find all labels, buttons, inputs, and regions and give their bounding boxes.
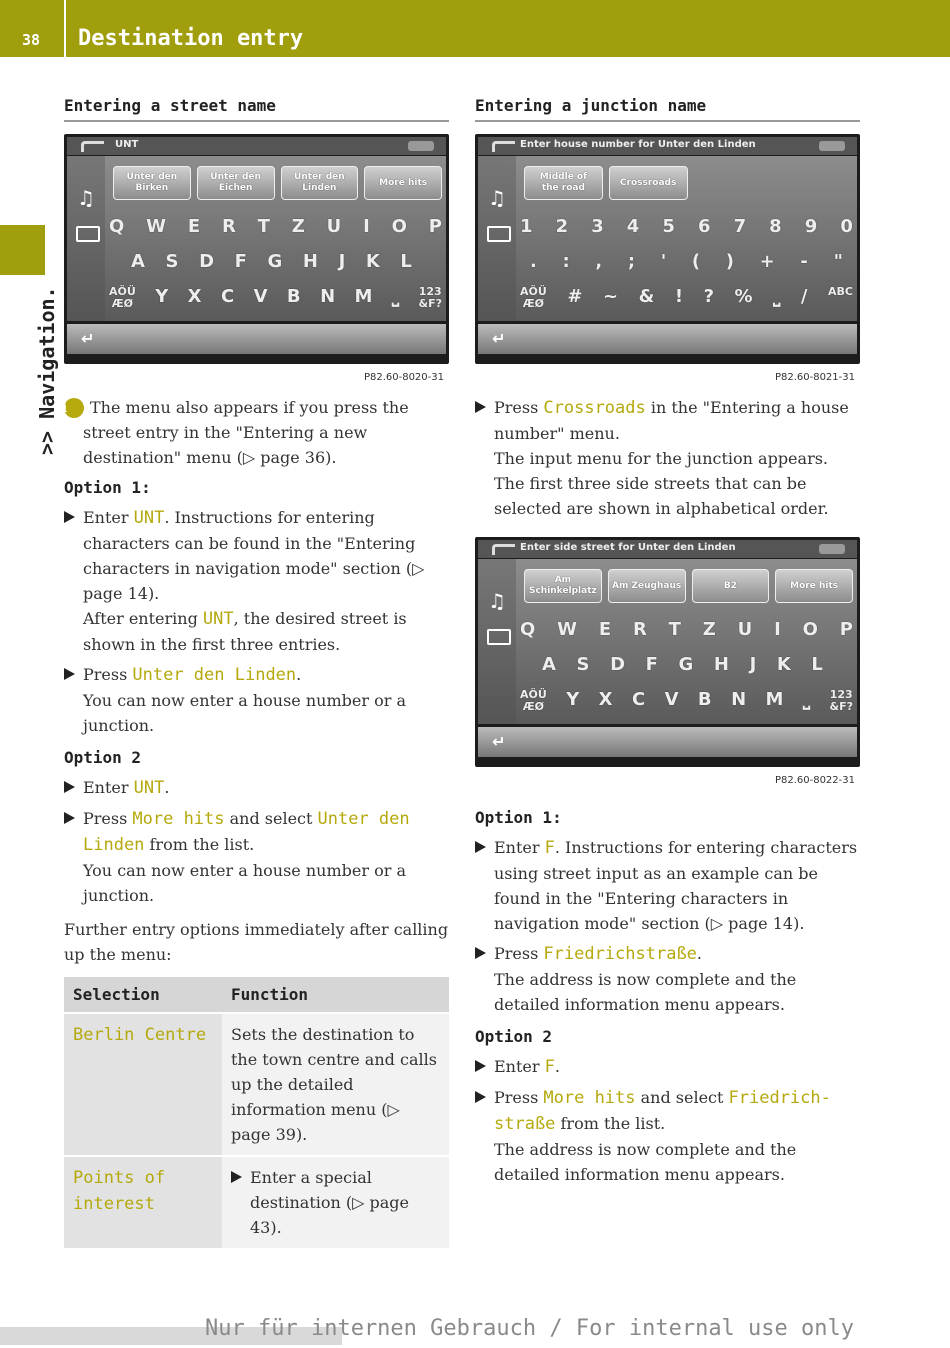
screenshot-side-street — [475, 537, 860, 767]
key: X — [187, 286, 202, 307]
key: W — [557, 619, 577, 640]
step — [64, 505, 449, 657]
key: / — [800, 286, 808, 307]
screen-title-bar — [478, 540, 857, 558]
key: A — [131, 251, 145, 272]
step-text: Enter — [494, 838, 545, 857]
step-text: Enter — [83, 508, 134, 527]
key: P — [839, 619, 853, 640]
key: F — [234, 251, 247, 272]
key-special-chars: AÖÜ ÆØ — [109, 285, 136, 310]
step-text: Enter a special destination (▷ page 43). — [250, 1168, 410, 1237]
key: C — [220, 286, 235, 307]
key-term: F — [544, 838, 555, 858]
status-icon — [819, 544, 845, 554]
key-numbers: 123 &F? — [418, 285, 442, 310]
key: H — [302, 251, 318, 272]
key: A — [542, 654, 556, 675]
table-header-row — [64, 977, 449, 1013]
key: R — [632, 619, 647, 640]
key: 9 — [804, 216, 818, 237]
key: ~ — [602, 286, 619, 307]
key: 8 — [769, 216, 782, 237]
key: H — [713, 654, 729, 675]
key: N — [320, 286, 336, 307]
page-title: Destination entry — [78, 26, 304, 51]
back-icon — [492, 141, 515, 152]
step-arrow-icon — [475, 1060, 486, 1072]
key: S — [165, 251, 179, 272]
step-text: Press — [494, 944, 544, 963]
step-result: The address is now complete and the detailed information menu appears. — [494, 970, 797, 1014]
chip: Am Schinkelplatz — [524, 569, 602, 603]
key-row-3 — [520, 689, 853, 713]
option2-title: Option 2 — [64, 748, 142, 767]
table-cell-selection — [64, 1156, 222, 1249]
key: # — [567, 286, 583, 307]
key: Z — [702, 619, 716, 640]
info-icon: i — [64, 398, 84, 418]
step-arrow-icon — [64, 781, 75, 793]
vehicle-icon — [76, 226, 100, 242]
key: I — [363, 216, 370, 237]
key: 4 — [626, 216, 640, 237]
vehicle-icon — [487, 629, 511, 645]
screenshot-street-entry — [64, 134, 449, 364]
key: P — [428, 216, 442, 237]
key: X — [598, 689, 613, 710]
screen-title: Enter side street for Unter den Linden — [520, 542, 736, 553]
key: & — [638, 286, 655, 307]
table-cell-function: Sets the destination to the town centre and calls up the detailed information menu (▷ page 39). — [222, 1013, 449, 1156]
status-icon — [819, 141, 845, 151]
step-result: , the desired street is shown in the first three entries. — [83, 609, 407, 654]
option1-title: Option 1: — [64, 478, 151, 497]
key: I — [774, 619, 781, 640]
figure-code: P82.60-8020-31 — [363, 372, 444, 383]
chip: Crossroads — [609, 166, 688, 200]
back-icon — [81, 141, 104, 152]
step-arrow-icon — [64, 668, 75, 680]
key-term: UNT — [202, 609, 234, 629]
music-icon: ♫ — [488, 589, 506, 613]
key-special-chars: AÖÜ ÆØ — [520, 688, 547, 713]
figure-code: P82.60-8022-31 — [774, 775, 855, 786]
key-row-1 — [109, 216, 442, 237]
page-number: 38 — [22, 31, 41, 49]
key-row-1 — [520, 216, 853, 237]
key: . — [530, 251, 537, 272]
page-header — [0, 0, 950, 57]
side-tab-label: >> Navigation. — [35, 286, 59, 455]
step-text: and select — [635, 1088, 729, 1107]
step — [475, 835, 860, 936]
status-icon — [408, 141, 434, 151]
key-term: Unter den Linden — [83, 809, 410, 855]
step-arrow-icon — [475, 841, 486, 853]
step — [475, 1085, 860, 1187]
key: N — [731, 689, 747, 710]
key: V — [253, 286, 268, 307]
key: 1 — [520, 216, 533, 237]
step-result: The address is now complete and the detailed information menu appears. — [494, 1140, 797, 1184]
key: Z — [291, 216, 305, 237]
key: + — [759, 251, 775, 272]
key: T — [257, 216, 270, 237]
key: S — [576, 654, 590, 675]
key-row-3 — [109, 286, 442, 310]
chip: Am Zeughaus — [608, 569, 686, 603]
key-term: Crossroads — [543, 398, 646, 418]
step-text: . Instructions for entering characters can be found in the "Entering characters in navigation mode" section (▷ page 14). — [83, 508, 425, 603]
step-text: . Instructions for entering characters using street input as an example can be found in the "Entering characters in navigation mode" section (▷ page 14). — [494, 838, 858, 933]
key: B — [286, 286, 301, 307]
step-text: Press — [83, 665, 133, 684]
step-result: After entering — [83, 609, 203, 628]
step-result: You can now enter a house number or a junction. — [83, 861, 406, 905]
screen-title-bar — [67, 137, 446, 155]
screen-sidebar — [478, 559, 516, 724]
return-icon: ↵ — [81, 329, 95, 348]
key: W — [146, 216, 166, 237]
step — [475, 1054, 860, 1080]
chip-empty — [694, 166, 771, 200]
key: ! — [674, 286, 684, 307]
key-letters: ABC — [827, 285, 853, 298]
key-term: More hits — [543, 1088, 636, 1108]
key: M — [354, 286, 373, 307]
step — [64, 806, 449, 908]
step-arrow-icon — [475, 401, 486, 413]
key: U — [326, 216, 342, 237]
step-text: Press — [494, 1088, 544, 1107]
step-result: You can now enter a house number or a junction. — [83, 691, 406, 735]
step-text: Press — [494, 398, 544, 417]
key-term: Friedrich-straße — [494, 1088, 831, 1134]
chip: Unter den Birken — [113, 166, 191, 200]
step — [64, 775, 449, 801]
key: J — [338, 251, 346, 272]
key: F — [645, 654, 658, 675]
step-text: . — [296, 665, 302, 684]
suggestion-chips — [113, 166, 442, 200]
key: 3 — [591, 216, 604, 237]
step-result: The input menu for the junction appears. The first three side streets that can be selected are shown in alphabetical order. — [494, 449, 829, 518]
key-term: More hits — [132, 809, 225, 829]
key-term: Points of interest — [73, 1168, 166, 1214]
step-arrow-icon — [475, 947, 486, 959]
key: - — [800, 251, 808, 272]
table-row — [64, 1156, 449, 1249]
key-term: Unter den Linden — [132, 665, 297, 685]
back-icon — [492, 544, 515, 555]
suggestion-chips — [524, 569, 853, 603]
screen-title: Enter house number for Unter den Linden — [520, 139, 756, 150]
screen-bottom-bar — [67, 324, 446, 354]
screen-body — [478, 156, 857, 321]
key-special-chars: AÖÜ ÆØ — [520, 285, 547, 310]
screen-bottom-bar — [478, 324, 857, 354]
key: L — [811, 654, 823, 675]
step — [231, 1165, 440, 1240]
vehicle-icon — [487, 226, 511, 242]
step-text: from the list. — [555, 1114, 666, 1133]
key: J — [749, 654, 757, 675]
info-note — [61, 395, 449, 470]
key: ' — [660, 251, 667, 272]
step-text: and select — [224, 809, 318, 828]
key: B — [697, 689, 712, 710]
chip-more-hits: More hits — [775, 569, 853, 603]
section-heading-junction: Entering a junction name — [475, 96, 860, 122]
screen-bottom-bar — [478, 727, 857, 757]
return-icon: ↵ — [492, 329, 506, 348]
key: ? — [703, 286, 715, 307]
key: 2 — [555, 216, 569, 237]
key-row-2 — [520, 251, 853, 272]
info-text: The menu also appears if you press the street entry in the "Entering a new destination" menu (▷ page 36). — [83, 398, 409, 467]
step-arrow-icon — [64, 511, 75, 523]
key: , — [595, 251, 603, 272]
key: G — [267, 251, 283, 272]
side-tab-marker — [0, 225, 45, 275]
key: ; — [627, 251, 636, 272]
option1-title: Option 1: — [475, 808, 562, 827]
key: L — [400, 251, 412, 272]
table-row — [64, 1013, 449, 1156]
step-text: from the list. — [144, 835, 255, 854]
step-text: Enter — [494, 1057, 545, 1076]
screen-sidebar — [67, 156, 105, 321]
key: % — [734, 286, 753, 307]
chip: Unter den Linden — [281, 166, 359, 200]
key-row-3 — [520, 286, 853, 310]
column-header: Function — [222, 977, 449, 1013]
step-text: . — [696, 944, 703, 963]
key: 7 — [733, 216, 747, 237]
key: D — [610, 654, 626, 675]
screenshot-house-number — [475, 134, 860, 364]
right-column — [475, 96, 860, 1187]
key: V — [664, 689, 679, 710]
key-space: ⎵ — [773, 286, 781, 307]
function-table — [64, 977, 449, 1250]
key: K — [776, 654, 791, 675]
key: Q — [520, 619, 536, 640]
key-space: ⎵ — [391, 286, 400, 307]
key: : — [562, 251, 570, 272]
key: " — [833, 251, 843, 272]
screen-body — [478, 559, 857, 724]
chip: Middle of the road — [524, 166, 603, 200]
footer-watermark: Nur für internen Gebrauch / For internal use only — [205, 1316, 855, 1341]
key: Q — [109, 216, 125, 237]
key-term: F — [544, 1057, 555, 1077]
step — [475, 395, 860, 521]
key: C — [631, 689, 646, 710]
key: U — [737, 619, 753, 640]
chip-empty — [776, 166, 853, 200]
key: Y — [566, 689, 580, 710]
key: Y — [155, 286, 169, 307]
key: M — [765, 689, 784, 710]
step-arrow-icon — [64, 812, 75, 824]
music-icon: ♫ — [77, 186, 95, 210]
key-term: Berlin Centre — [73, 1025, 207, 1045]
return-icon: ↵ — [492, 732, 506, 751]
key: G — [678, 654, 694, 675]
key: 5 — [662, 216, 675, 237]
section-heading-street: Entering a street name — [64, 96, 449, 122]
key: ( — [691, 251, 701, 272]
step-arrow-icon — [475, 1091, 486, 1103]
suggestion-chips — [524, 166, 853, 200]
key-row-1 — [520, 619, 853, 640]
option2-title: Option 2 — [475, 1027, 553, 1046]
step-text: . — [164, 778, 170, 797]
screen-body — [67, 156, 446, 321]
screen-title: UNT — [115, 139, 139, 150]
chip: Unter den Eichen — [197, 166, 275, 200]
key: T — [668, 619, 681, 640]
step-text: . — [554, 1057, 560, 1076]
key-numbers: 123 &F? — [829, 688, 853, 713]
figure-code: P82.60-8021-31 — [774, 372, 855, 383]
step-text: in the "Entering a house number" menu. — [494, 398, 849, 443]
key-row-2 — [109, 251, 442, 272]
key-term: UNT — [133, 508, 165, 528]
step-arrow-icon — [231, 1171, 242, 1183]
chip: B2 — [692, 569, 770, 603]
key: E — [187, 216, 201, 237]
key: O — [802, 619, 818, 640]
screen-sidebar — [478, 156, 516, 321]
key-space: ⎵ — [802, 689, 811, 710]
key-row-2 — [520, 654, 853, 675]
key: 0 — [840, 216, 853, 237]
key: D — [199, 251, 215, 272]
header-divider — [64, 0, 66, 57]
screen-title-bar — [478, 137, 857, 155]
step-text: Press — [83, 809, 133, 828]
step — [64, 662, 449, 738]
key-term: Friedrichstraße — [543, 944, 697, 964]
key: E — [598, 619, 612, 640]
step-text: Enter — [83, 778, 134, 797]
key-term: UNT — [133, 778, 165, 798]
music-icon: ♫ — [488, 186, 506, 210]
key: 6 — [697, 216, 711, 237]
key: R — [221, 216, 236, 237]
left-column — [61, 96, 449, 1250]
column-header: Selection — [64, 977, 222, 1013]
chip-more-hits: More hits — [364, 166, 442, 200]
key: ) — [725, 251, 735, 272]
step — [475, 941, 860, 1017]
further-options-text: Further entry options immediately after calling up the menu: — [64, 920, 449, 964]
table-cell-function — [222, 1156, 449, 1249]
key: K — [365, 251, 380, 272]
table-cell-selection — [64, 1013, 222, 1156]
key: O — [391, 216, 407, 237]
